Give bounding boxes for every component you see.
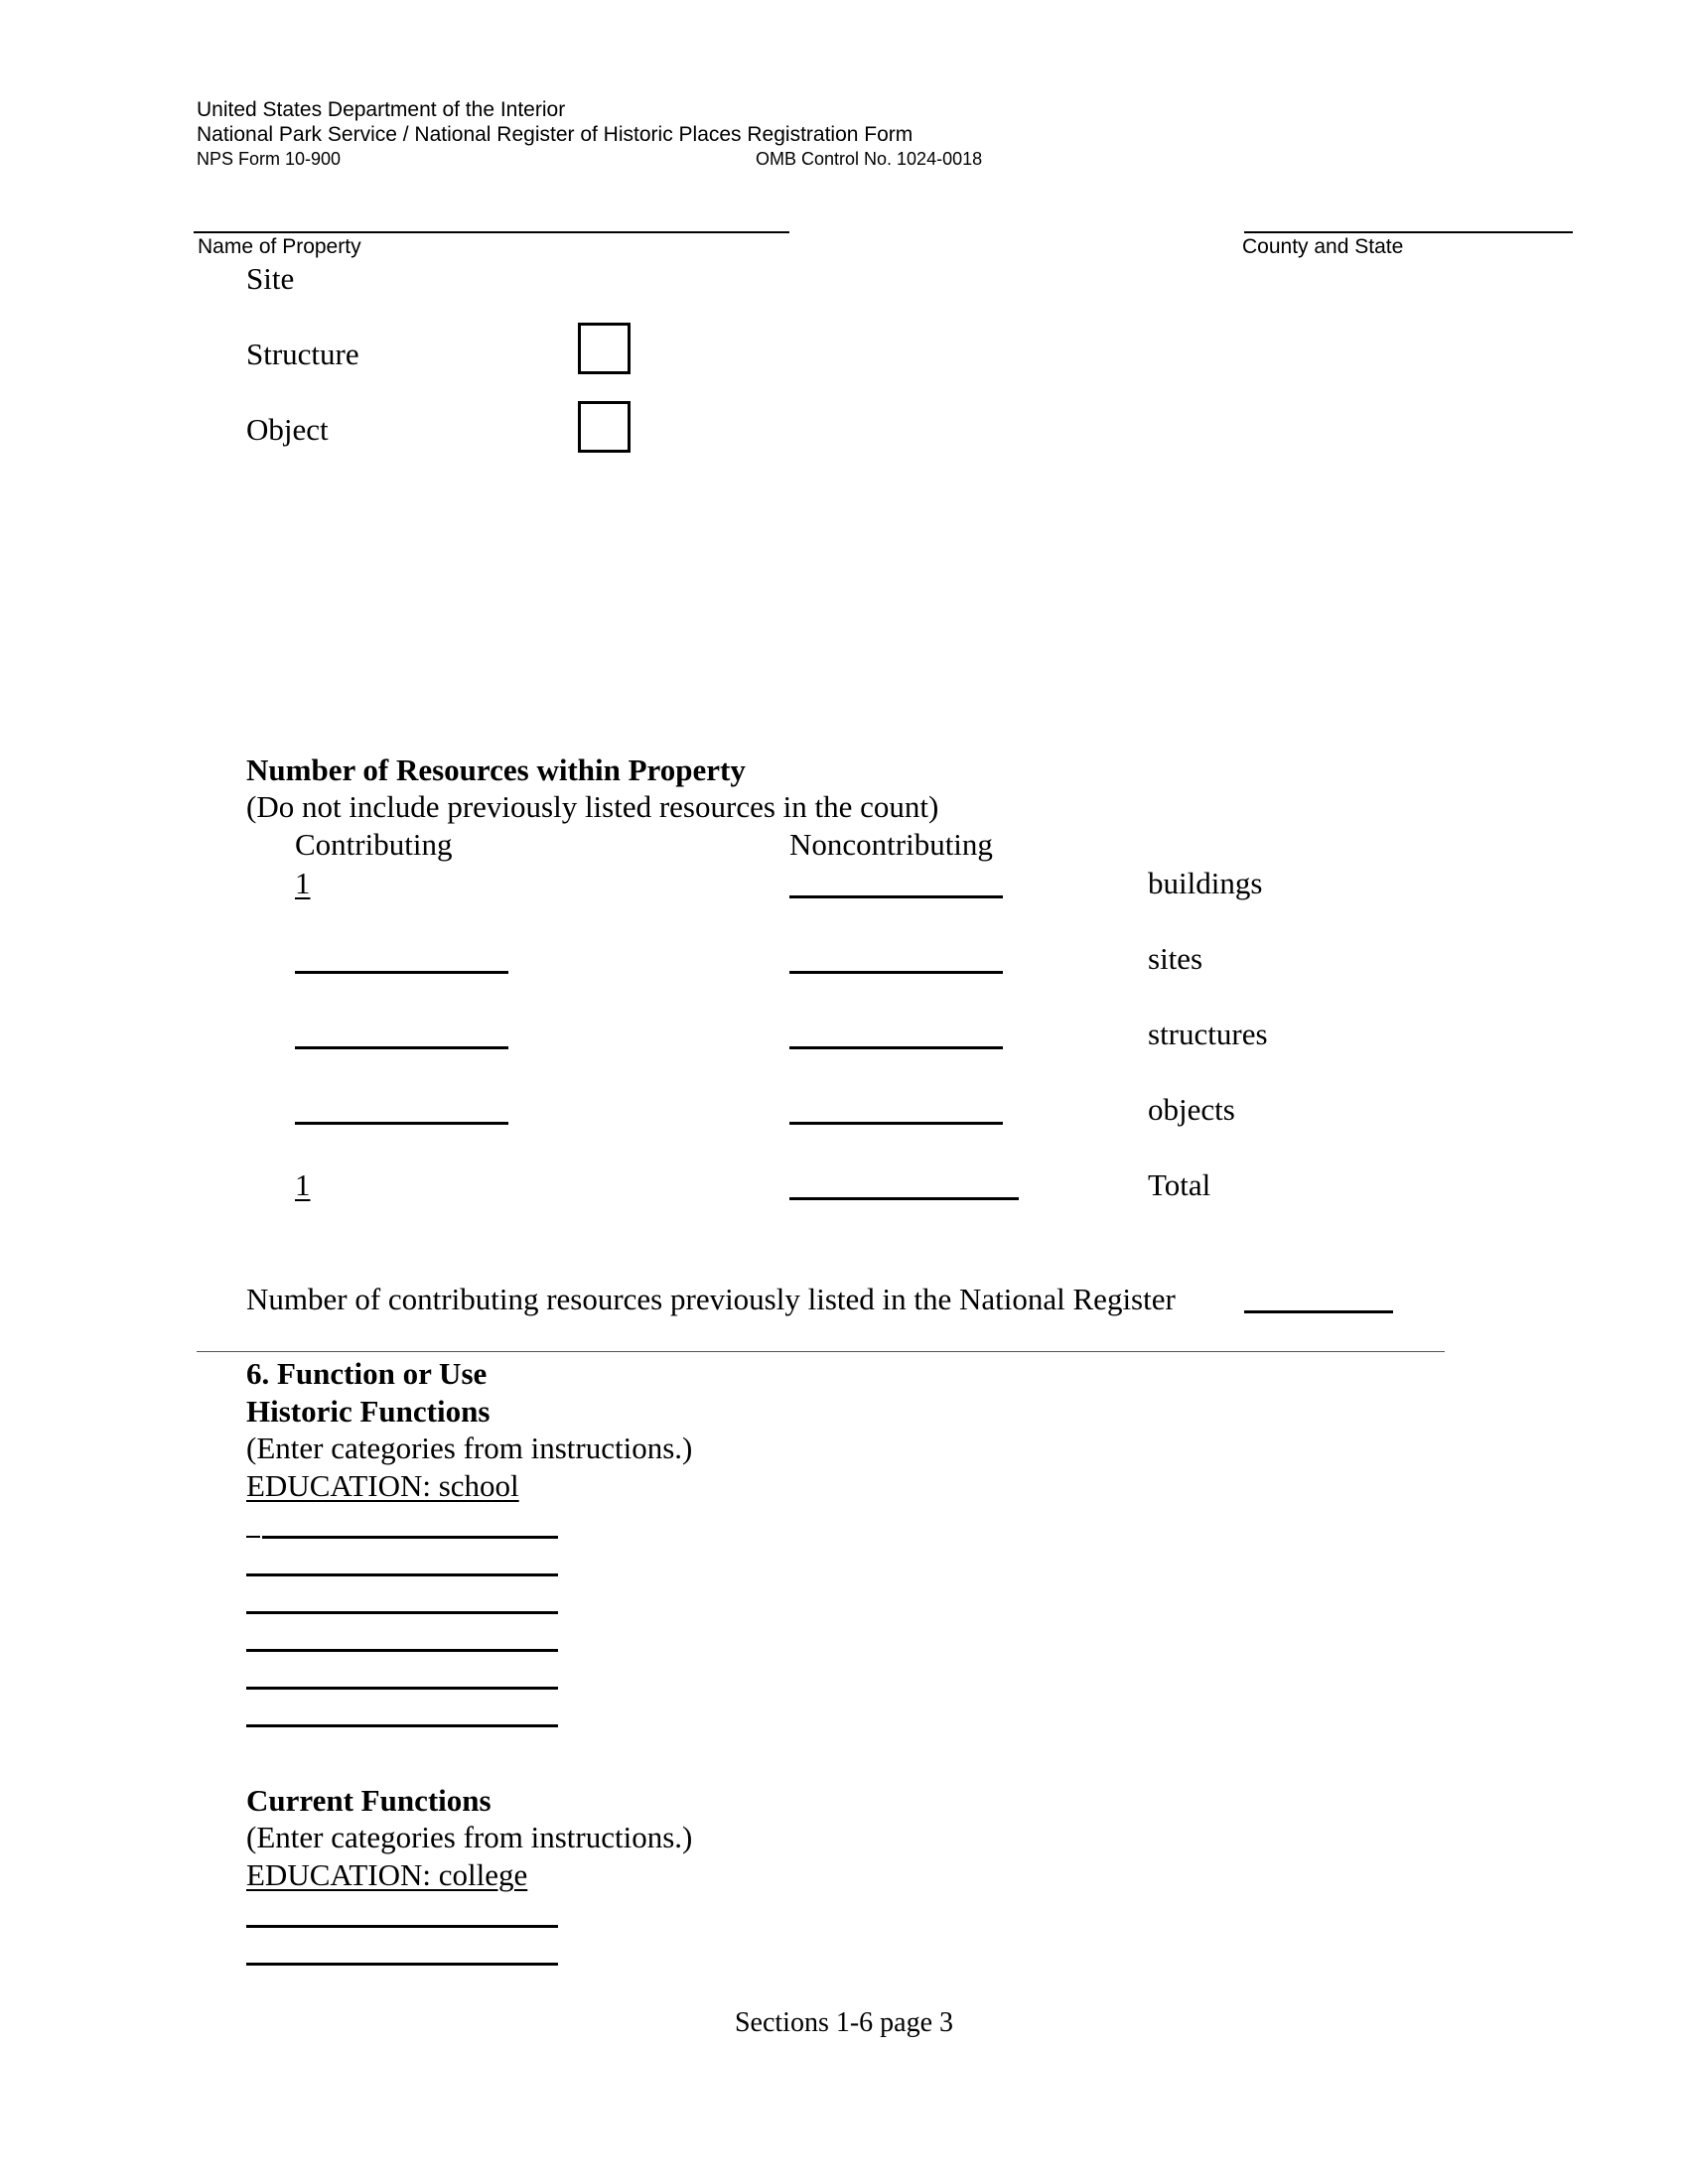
- resources-title: Number of Resources within Property: [246, 752, 746, 787]
- total-noncontributing-field[interactable]: [789, 1197, 1019, 1200]
- historic-function-field[interactable]: [246, 1611, 558, 1614]
- function-section-title: 6. Function or Use: [246, 1356, 488, 1391]
- previously-listed-field[interactable]: [1244, 1310, 1393, 1313]
- historic-function-field[interactable]: [246, 1649, 558, 1652]
- historic-function-field[interactable]: [262, 1536, 558, 1539]
- historic-function-field[interactable]: [246, 1573, 558, 1576]
- historic-function-field[interactable]: [246, 1687, 558, 1690]
- category-site-label: Site: [246, 261, 295, 296]
- page-footer: Sections 1-6 page 3: [734, 2007, 954, 2038]
- county-state-line: [1244, 231, 1573, 233]
- contributing-column-header: Contributing: [295, 827, 453, 862]
- buildings-noncontributing-field[interactable]: [789, 895, 1003, 898]
- current-function-value[interactable]: EDUCATION: college: [246, 1857, 528, 1892]
- sites-contributing-field[interactable]: [295, 971, 508, 974]
- noncontributing-column-header: Noncontributing: [789, 827, 993, 862]
- objects-label: objects: [1148, 1092, 1235, 1127]
- resources-note: (Do not include previously listed resources in the count): [246, 789, 939, 824]
- historic-functions-title: Historic Functions: [246, 1394, 491, 1429]
- objects-contributing-field[interactable]: [295, 1122, 508, 1125]
- current-functions-title: Current Functions: [246, 1783, 492, 1818]
- sites-label: sites: [1148, 941, 1203, 976]
- object-checkbox[interactable]: [578, 401, 631, 453]
- structures-contributing-field[interactable]: [295, 1046, 508, 1049]
- form-number: NPS Form 10-900: [197, 149, 342, 169]
- historic-function-value[interactable]: EDUCATION: school: [246, 1468, 519, 1503]
- property-name-line: [194, 231, 789, 233]
- category-structure-label: Structure: [246, 337, 359, 371]
- historic-functions-note: (Enter categories from instructions.): [246, 1431, 693, 1465]
- objects-noncontributing-field[interactable]: [789, 1122, 1003, 1125]
- form-title: National Park Service / National Register of Historic Places Registration Form: [197, 123, 914, 146]
- structures-noncontributing-field[interactable]: [789, 1046, 1003, 1049]
- historic-function-dash: [246, 1536, 260, 1538]
- county-and-state-label: County and State: [1242, 235, 1404, 258]
- omb-control-number: OMB Control No. 1024-0018: [756, 149, 983, 169]
- buildings-label: buildings: [1148, 866, 1263, 900]
- total-contributing-value[interactable]: 1: [295, 1167, 311, 1202]
- current-function-field[interactable]: [246, 1963, 558, 1966]
- category-object-label: Object: [246, 412, 329, 447]
- previously-listed-label: Number of contributing resources previously listed in the National Register: [246, 1282, 1176, 1316]
- structure-checkbox[interactable]: [578, 323, 631, 374]
- agency-name: United States Department of the Interior: [197, 98, 566, 121]
- current-function-field[interactable]: [246, 1925, 558, 1928]
- structures-label: structures: [1148, 1017, 1268, 1051]
- section-divider: [197, 1351, 1445, 1352]
- name-of-property-label: Name of Property: [198, 235, 361, 258]
- total-label: Total: [1148, 1167, 1211, 1202]
- sites-noncontributing-field[interactable]: [789, 971, 1003, 974]
- historic-function-field[interactable]: [246, 1724, 558, 1727]
- buildings-contributing-value[interactable]: 1: [295, 866, 311, 900]
- current-functions-note: (Enter categories from instructions.): [246, 1820, 693, 1854]
